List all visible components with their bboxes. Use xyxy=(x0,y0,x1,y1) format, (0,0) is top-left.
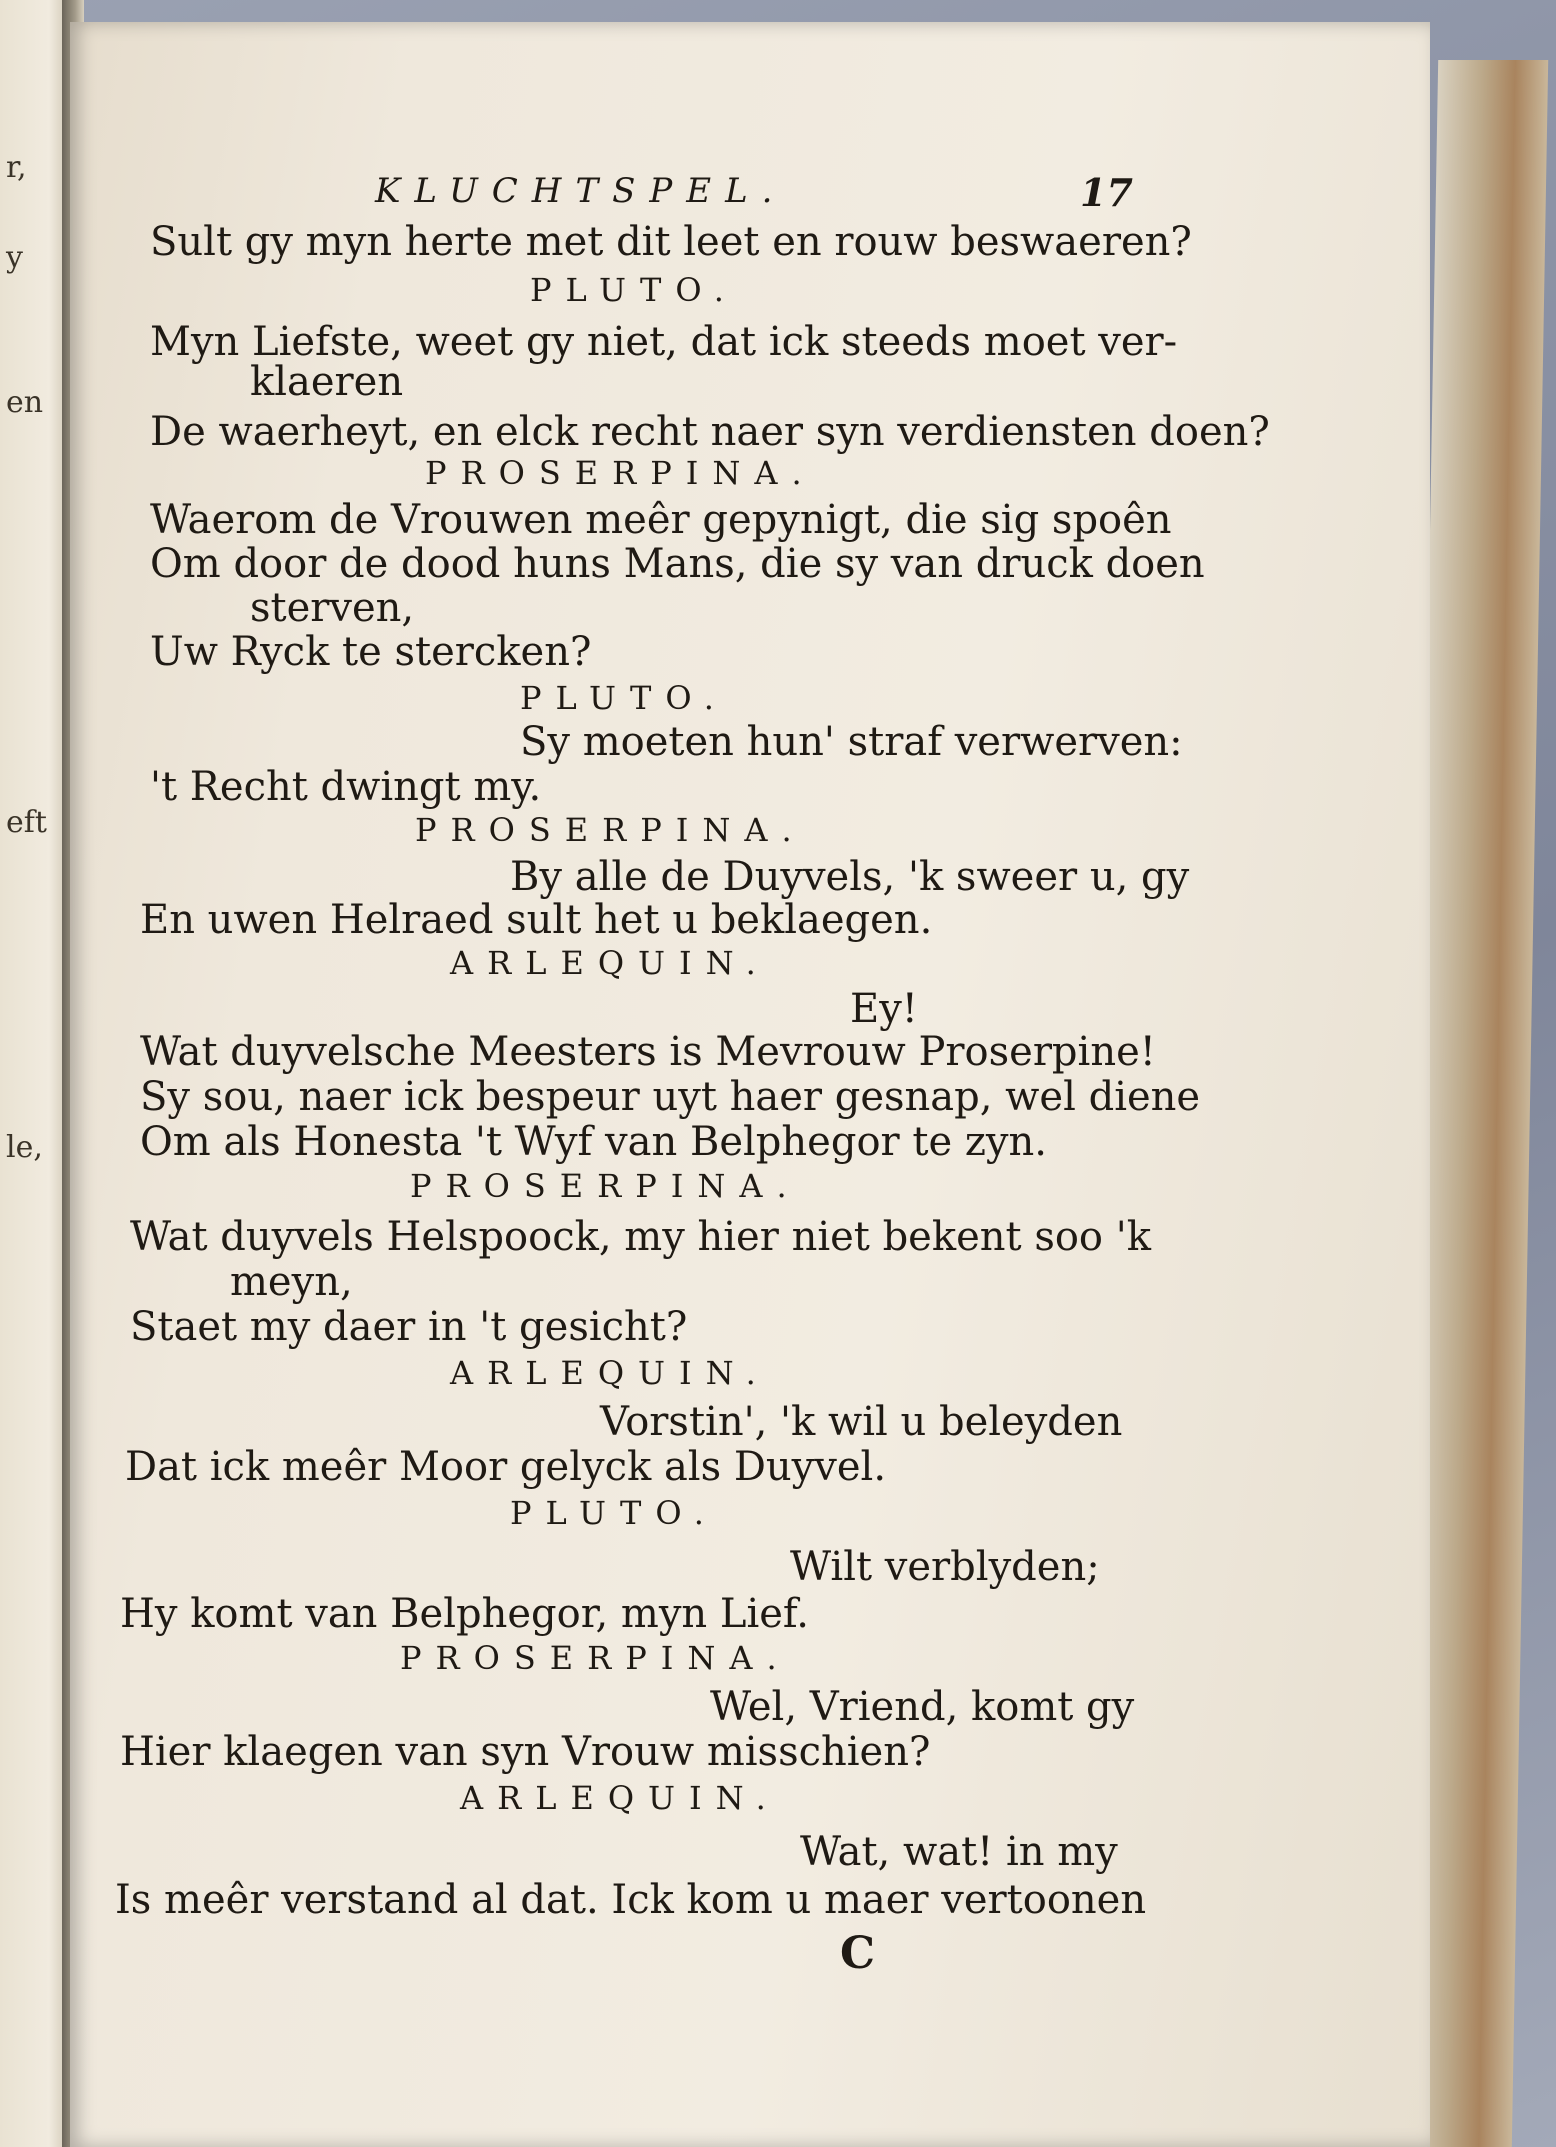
verse-line: Wat, wat! in my xyxy=(800,1829,1118,1875)
running-head-title: KLUCHTSPEL. xyxy=(375,171,787,211)
verse-line: En uwen Helraed sult het u beklaegen. xyxy=(140,897,933,943)
left-page-fragment: le, xyxy=(6,1130,43,1165)
speaker-heading: PLUTO. xyxy=(510,1494,718,1532)
left-page-fragment: y xyxy=(6,240,23,275)
verse-line: Wat duyvels Helspoock, my hier niet bekent soo 'k xyxy=(130,1214,1151,1260)
left-page-fragment: r, xyxy=(6,150,27,185)
verse-line: Staet my daer in 't gesicht? xyxy=(130,1304,688,1350)
speaker-heading: ARLEQUIN. xyxy=(460,1779,780,1817)
verse-line: 't Recht dwingt my. xyxy=(150,764,542,810)
verse-line: Wel, Vriend, komt gy xyxy=(710,1684,1135,1730)
speaker-heading: PROSERPINA. xyxy=(425,454,816,492)
verse-line: Wat duyvelsche Meesters is Mevrouw Proserpine! xyxy=(140,1029,1156,1075)
speaker-heading: PROSERPINA. xyxy=(410,1167,801,1205)
verse-line: Uw Ryck te stercken? xyxy=(150,629,592,675)
verse-line: Is meêr verstand al dat. Ick kom u maer vertoonen xyxy=(115,1877,1147,1923)
verse-line: Myn Liefste, weet gy niet, dat ick steeds moet ver- xyxy=(150,319,1178,365)
verse-line: sterven, xyxy=(250,585,415,631)
book-page xyxy=(70,22,1430,2147)
verse-line: Hy komt van Belphegor, myn Lief. xyxy=(120,1591,810,1637)
left-page-edge xyxy=(0,0,70,2147)
left-page-fragment: eft xyxy=(6,805,47,840)
verse-line: Sy sou, naer ick bespeur uyt haer gesnap, wel diene xyxy=(140,1074,1201,1120)
speaker-heading: ARLEQUIN. xyxy=(450,1354,770,1392)
verse-line: klaeren xyxy=(250,359,404,405)
verse-line: Om door de dood huns Mans, die sy van druck doen xyxy=(150,541,1205,587)
page-number: 17 xyxy=(1080,170,1133,215)
verse-line: Sult gy myn herte met dit leet en rouw beswaeren? xyxy=(150,219,1192,265)
speaker-heading: PROSERPINA. xyxy=(415,811,806,849)
speaker-heading: PROSERPINA. xyxy=(400,1639,791,1677)
verse-line: Ey! xyxy=(850,986,918,1032)
verse-line: Sy moeten hun' straf verwerven: xyxy=(520,719,1183,765)
verse-line: Om als Honesta 't Wyf van Belphegor te zyn. xyxy=(140,1119,1047,1165)
verse-line: Waerom de Vrouwen meêr gepynigt, die sig spoên xyxy=(150,497,1172,543)
speaker-heading: ARLEQUIN. xyxy=(450,944,770,982)
verse-line: Hier klaegen van syn Vrouw misschien? xyxy=(120,1729,931,1775)
verse-line: Wilt verblyden; xyxy=(790,1544,1100,1590)
signature-mark: C xyxy=(840,1928,876,1979)
left-page-fragment: en xyxy=(6,385,44,420)
speaker-heading: PLUTO. xyxy=(530,271,738,309)
verse-line: meyn, xyxy=(230,1259,353,1305)
verse-line: By alle de Duyvels, 'k sweer u, gy xyxy=(510,854,1190,900)
verse-line: De waerheyt, en elck recht naer syn verdiensten doen? xyxy=(150,409,1270,455)
speaker-heading: PLUTO. xyxy=(520,679,728,717)
verse-line: Dat ick meêr Moor gelyck als Duyvel. xyxy=(125,1444,887,1490)
verse-line: Vorstin', 'k wil u beleyden xyxy=(600,1399,1123,1445)
